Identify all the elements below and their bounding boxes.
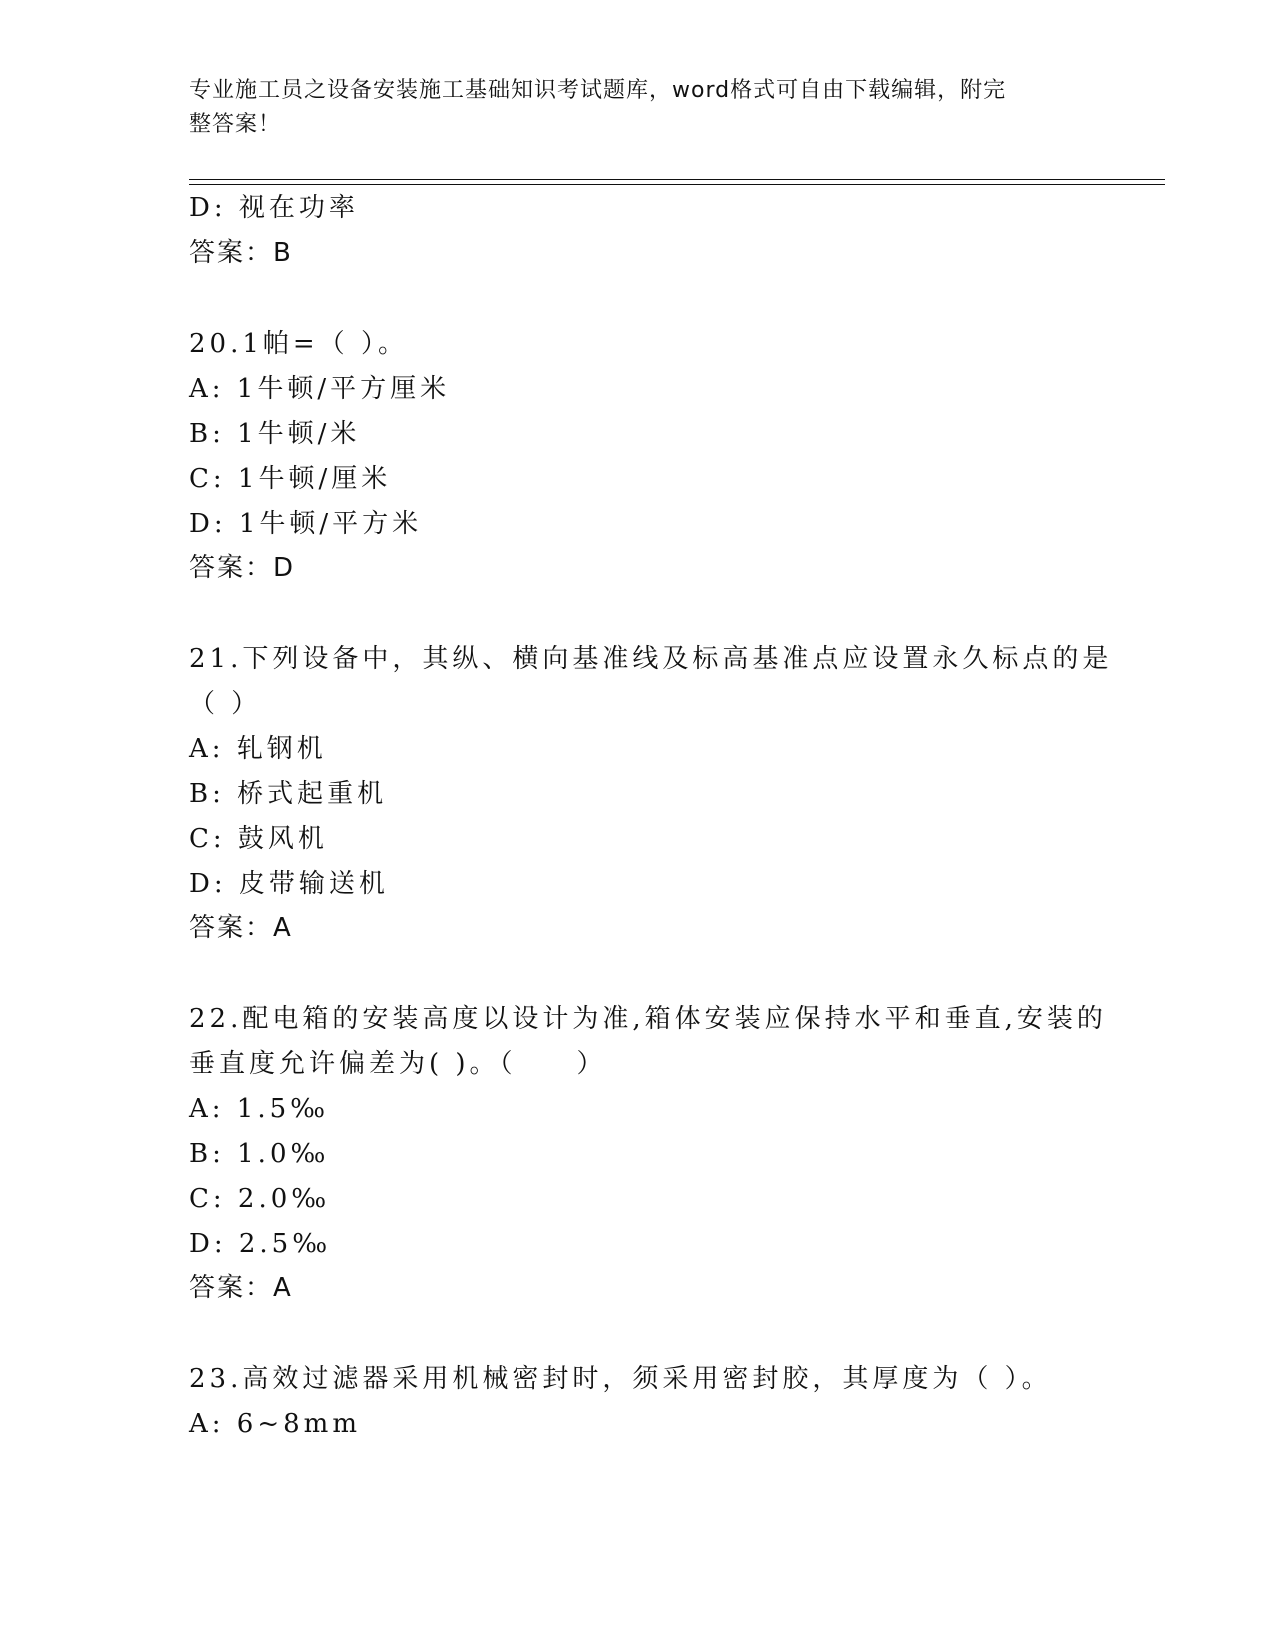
option-c-q21: C: 鼓风机: [189, 824, 328, 854]
question-23: 23.高效过滤器采用机械密封时，须采用密封胶，其厚度为（ ）。: [189, 1364, 1052, 1394]
option-a-q20: A: 1牛顿/平方厘米: [189, 374, 451, 404]
option-c-q22: C: 2.0‰: [189, 1184, 331, 1214]
option-b-q20: B: 1牛顿/米: [189, 419, 361, 449]
option-d-q21: D: 皮带输送机: [189, 869, 389, 899]
answer-q20: 答案：D: [189, 553, 296, 583]
option-c-q20: C: 1牛顿/厘米: [189, 464, 392, 494]
option-b-q21: B: 桥式起重机: [189, 779, 388, 809]
question-20: 20.1帕=（ ）。: [189, 329, 408, 359]
option-a-q23: A: 6~8mm: [189, 1409, 361, 1439]
question-21-continued: （ ）: [189, 689, 262, 719]
option-a-q21: A: 轧钢机: [189, 734, 327, 764]
question-21: 21.下列设备中，其纵、横向基准线及标高基准点应设置永久标点的是: [189, 644, 1113, 674]
answer-q21: 答案：A: [189, 913, 293, 943]
option-b-q22: B: 1.0‰: [189, 1139, 330, 1169]
option-d-q22: D: 2.5‰: [189, 1229, 332, 1259]
header-divider-top: [189, 179, 1165, 180]
option-d-q20: D: 1牛顿/平方米: [189, 509, 423, 539]
option-d-q19: D: 视在功率: [189, 193, 359, 223]
header-line-1: 专业施工员之设备安装施工基础知识考试题库，word格式可自由下载编辑，附完: [189, 78, 1007, 103]
option-a-q22: A: 1.5‰: [189, 1094, 330, 1124]
header-divider-bottom: [189, 184, 1165, 185]
question-22: 22.配电箱的安装高度以设计为准,箱体安装应保持水平和垂直,安装的: [189, 1004, 1107, 1034]
header-line-2: 整答案！: [189, 112, 282, 137]
document-header: [189, 74, 1069, 142]
answer-q22: 答案：A: [189, 1273, 293, 1303]
answer-q19: 答案：B: [189, 238, 293, 268]
question-22-continued: 垂直度允许偏差为( )。（ ）: [189, 1049, 607, 1079]
